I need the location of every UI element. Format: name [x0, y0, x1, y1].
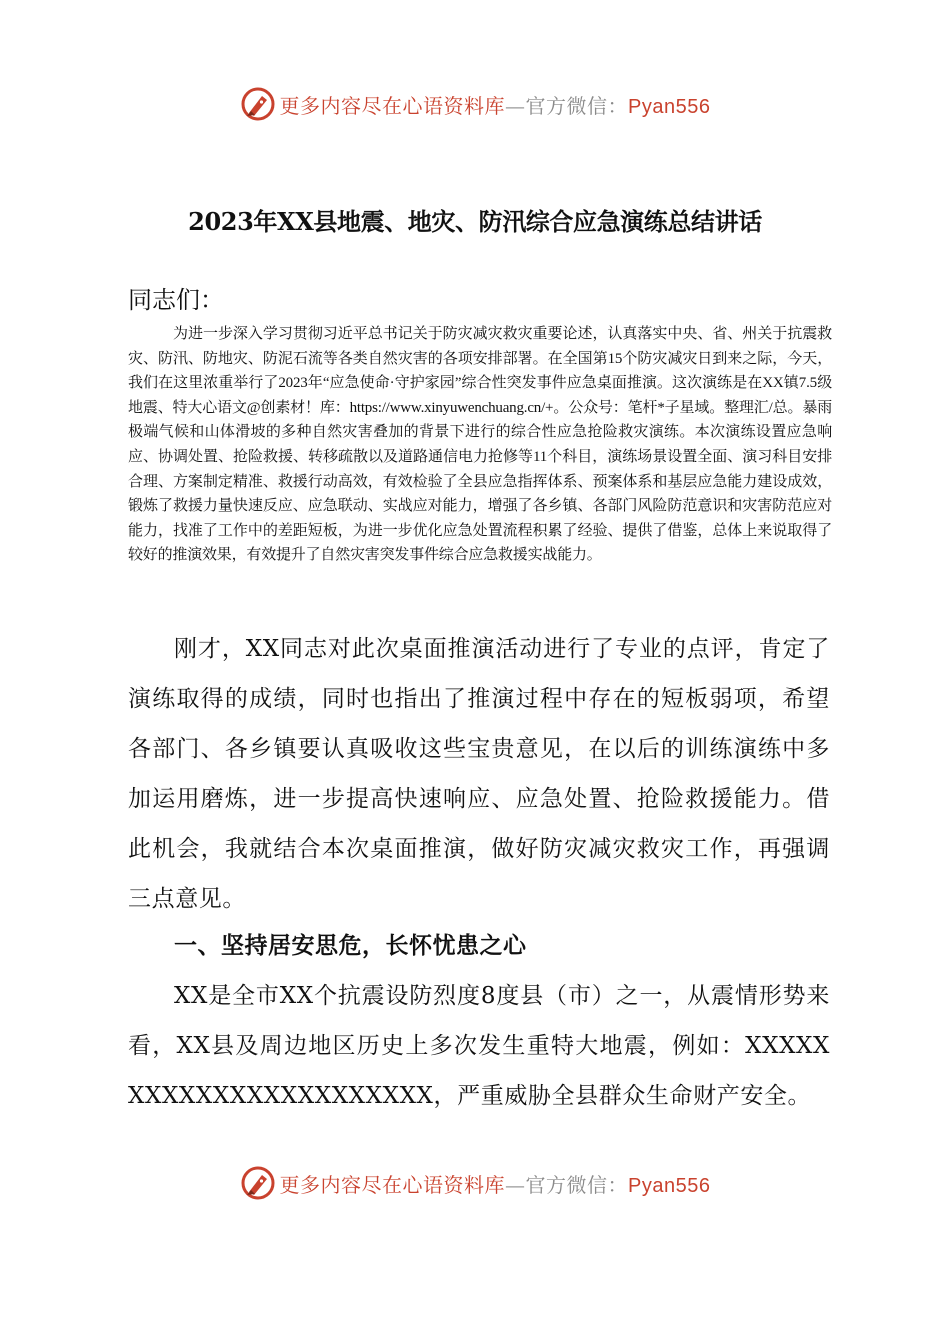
watermark-label: 官方微信：	[525, 1172, 629, 1197]
watermark-dash: —	[505, 1172, 526, 1197]
watermark-text	[280, 1169, 711, 1198]
header-watermark	[0, 84, 950, 124]
watermark-text	[280, 90, 711, 119]
footer-watermark	[0, 1163, 950, 1203]
pen-nib-logo-icon	[240, 86, 276, 122]
watermark-wechat-id: Pyan556	[628, 95, 711, 118]
intro-paragraph: 为进一步深入学习贯彻习近平总书记关于防灾减灾救灾重要论述，认真落实中央、省、州关于抗震救灾、防汛、防地灾、防泥石流等各类自然灾害的各项安排部署。在全国第15个防灾减灾日到来之际，今天，我们在这里浓重举行了2023年“应急使命·守护家园”综合性突发事件应急桌面推演。这次演练是在XX镇7.5级地震、特大心语文@创素材！库：https://www.xinyuwenchuang.cn/+。公众号：笔杆*子星域。整理汇/总。暴雨极端气候和山体滑坡的多种自然灾害叠加的背景下进行的综合性应急抢险救灾演练。本次演练设置应急响应、协调处置、抢险救援、转移疏散以及道路通信电力抢修等11个科目，演练场景设置全面、演习科目安排合理、方案制定精准、救援行动高效，有效检验了全县应急指挥体系、预案体系和基层应急能力建设成效，锻炼了救援力量快速反应、应急联动、实战应对能力，增强了各乡镇、各部门风险防范意识和灾害防范应对能力，找准了工作中的差距短板，为进一步优化应急处置流程积累了经验、提供了借鉴，总体上来说取得了较好的推演效果，有效提升了自然灾害突发事件综合应急救援实战能力。	[128, 326, 832, 564]
watermark-main: 更多内容尽在心语资料库	[279, 1172, 506, 1197]
document-title: 2023年XX县地震、地灾、防汛综合应急演练总结讲话	[188, 207, 762, 236]
watermark-dash: —	[505, 93, 526, 118]
pen-nib-logo-icon	[240, 1165, 276, 1201]
watermark-main: 更多内容尽在心语资料库	[279, 93, 506, 118]
body-paragraph-section-1: XX是全市XX个抗震设防烈度8度县（市）之一，从震情形势来看，XX县及周边地区历史上多次发生重特大地震，例如：XXXXXXXXXXXXXXXXXXXXXXX，严重威胁全县群众生命财产安全。	[128, 983, 830, 1109]
body-paragraph: 刚才，XX同志对此次桌面推演活动进行了专业的点评，肯定了演练取得的成绩，同时也指出了推演过程中存在的短板弱项，希望各部门、各乡镇要认真吸收这些宝贵意见，在以后的训练演练中多加运用磨炼，进一步提高快速响应、应急处置、抢险救援能力。借此机会，我就结合本次桌面推演，做好防灾减灾救灾工作，再强调三点意见。	[128, 636, 830, 912]
watermark-wechat-id: Pyan556	[628, 1174, 711, 1197]
salutation: 同志们：	[128, 286, 224, 314]
section-heading: 一、坚持居安思危，长怀忧患之心	[174, 933, 527, 959]
watermark-label: 官方微信：	[525, 93, 629, 118]
